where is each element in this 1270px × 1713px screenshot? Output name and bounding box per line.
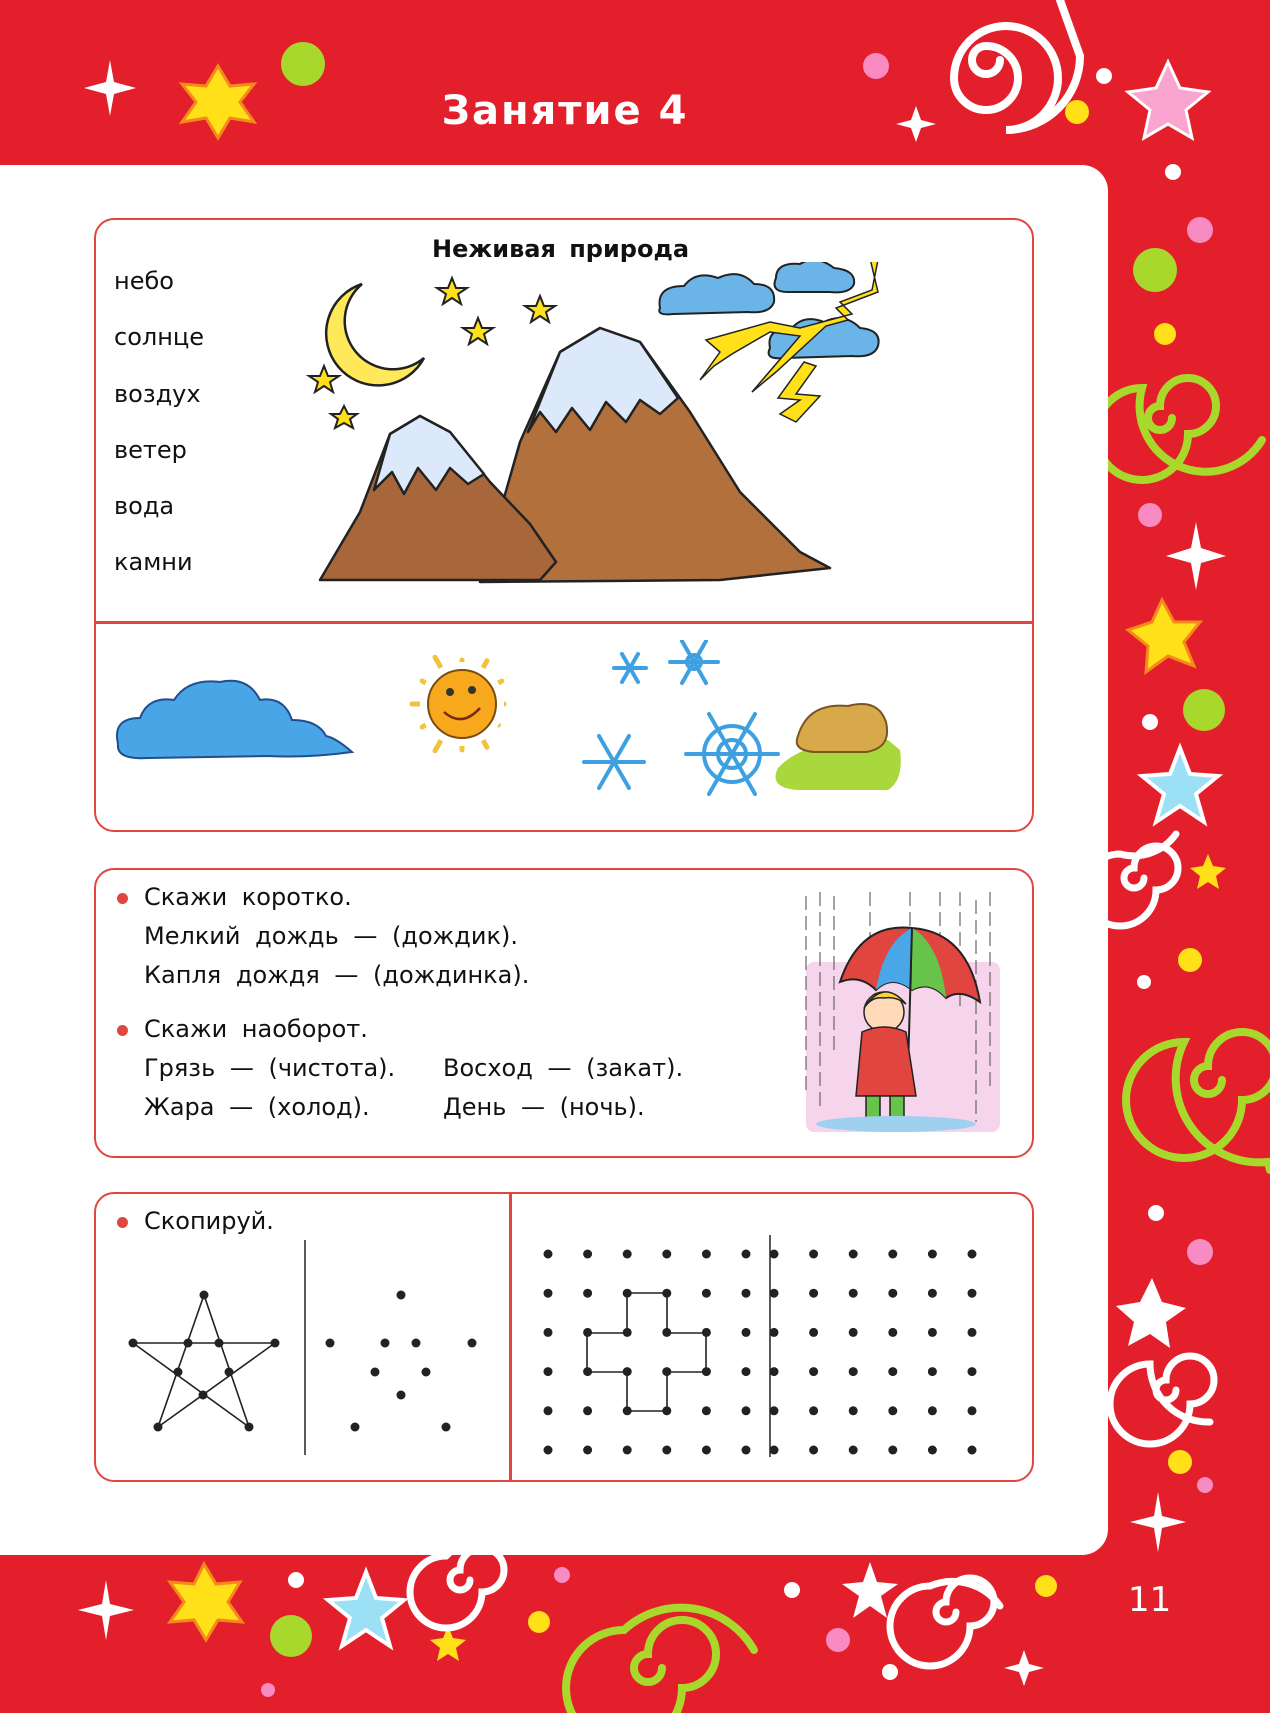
copy-instruction: Скопируй.	[144, 1207, 274, 1235]
grid-dot	[809, 1289, 818, 1298]
grid-dot	[742, 1446, 751, 1455]
dot-icon	[288, 1572, 304, 1588]
dot-icon	[1178, 948, 1202, 972]
sun-icon	[412, 657, 504, 751]
dot-icon	[1137, 975, 1151, 989]
word-air: воздух	[114, 380, 201, 408]
grid-dot	[702, 1446, 711, 1455]
star-icon	[1190, 854, 1226, 889]
spiral-icon	[890, 1578, 1000, 1666]
grid-dot	[968, 1446, 977, 1455]
star-icon	[463, 318, 493, 344]
dot-icon	[1183, 689, 1225, 731]
star-icon	[1004, 1650, 1044, 1686]
dot-icon	[554, 1567, 570, 1583]
task-short-line: Капля дождя — (дождинка).	[144, 961, 530, 989]
grid-dot	[662, 1406, 671, 1415]
dot-icon	[1197, 1477, 1213, 1493]
grid-dot	[583, 1289, 592, 1298]
grid-dot	[662, 1250, 671, 1259]
grid-dot	[888, 1289, 897, 1298]
grid-dot	[702, 1367, 711, 1376]
task-opposite-instruction: Скажи наоборот.	[144, 1015, 368, 1043]
spiral-icon	[1126, 1032, 1270, 1170]
dot-icon	[1035, 1575, 1057, 1597]
task-opposite-line: День — (ночь).	[443, 1093, 645, 1121]
grid-dot	[702, 1406, 711, 1415]
dot-icon	[270, 1615, 312, 1657]
dot-icon	[1187, 1239, 1213, 1265]
grid-dot	[968, 1367, 977, 1376]
grid-dot	[662, 1446, 671, 1455]
word-sun: солнце	[114, 323, 205, 351]
dot-icon	[1133, 248, 1177, 292]
grid-dot	[888, 1406, 897, 1415]
grid-dot	[770, 1328, 779, 1337]
grid-dot	[809, 1328, 818, 1337]
grid-dot	[662, 1367, 671, 1376]
grid-dot	[583, 1250, 592, 1259]
task-short-line: Мелкий дождь — (дождик).	[144, 922, 518, 950]
grid-dot	[809, 1446, 818, 1455]
grid-dot	[623, 1328, 632, 1337]
grid-dot	[583, 1367, 592, 1376]
grid-dot	[849, 1406, 858, 1415]
grid-dot	[770, 1289, 779, 1298]
dot-icon	[882, 1664, 898, 1680]
task-short-instruction: Скажи коротко.	[144, 883, 352, 911]
task-opposite-line: Жара — (холод).	[144, 1093, 370, 1121]
dot-icon	[784, 1582, 800, 1598]
snowflake-icon	[584, 641, 778, 794]
weather-row-illustration	[108, 640, 988, 820]
grid-dot	[662, 1289, 671, 1298]
grid-dot	[742, 1367, 751, 1376]
copy-box-divider	[509, 1193, 512, 1481]
grid-dot	[888, 1328, 897, 1337]
grid-dot	[544, 1328, 553, 1337]
grid-dot	[928, 1367, 937, 1376]
star-icon	[1128, 62, 1208, 138]
grid-dot	[809, 1250, 818, 1259]
grid-dot	[928, 1289, 937, 1298]
word-water: вода	[114, 492, 175, 520]
grid-dot	[544, 1250, 553, 1259]
grid-dot	[849, 1446, 858, 1455]
dot-icon	[1165, 164, 1181, 180]
grid-dot	[623, 1406, 632, 1415]
spiral-icon	[1096, 378, 1262, 480]
grid-dot	[662, 1328, 671, 1337]
star-icon	[437, 278, 467, 304]
grid-dot	[809, 1367, 818, 1376]
star-icon	[525, 296, 555, 322]
dot-icon	[1148, 1205, 1164, 1221]
grid-dot	[702, 1289, 711, 1298]
dot-icon	[528, 1611, 550, 1633]
grid-dot	[742, 1328, 751, 1337]
star-icon	[1128, 600, 1200, 672]
nature-box-divider	[95, 621, 1033, 624]
grid-dot	[888, 1367, 897, 1376]
copy-star-pattern	[120, 1240, 490, 1460]
dot-icon	[1142, 714, 1158, 730]
dot-icon	[1168, 1450, 1192, 1474]
grid-dot	[742, 1250, 751, 1259]
girl-with-umbrella-illustration	[800, 892, 1006, 1140]
star-icon	[1142, 748, 1218, 822]
grid-dot	[809, 1406, 818, 1415]
star-icon	[1130, 1492, 1186, 1552]
star-icon	[78, 1580, 134, 1640]
grid-dot	[849, 1367, 858, 1376]
grid-dot	[928, 1250, 937, 1259]
night-mountains-illustration	[300, 262, 980, 592]
dot-icon	[1154, 323, 1176, 345]
grid-dot	[770, 1367, 779, 1376]
grid-dot	[849, 1289, 858, 1298]
grid-dot	[742, 1406, 751, 1415]
cloud-icon	[117, 681, 352, 758]
grid-dot	[583, 1406, 592, 1415]
grid-dot	[623, 1367, 632, 1376]
word-stones: камни	[114, 548, 193, 576]
stone-icon	[776, 704, 901, 790]
task-opposite-line: Грязь — (чистота).	[144, 1054, 396, 1082]
copy-cross-pattern	[530, 1235, 1010, 1465]
grid-dot	[968, 1250, 977, 1259]
grid-dot	[742, 1289, 751, 1298]
dot-icon	[261, 1683, 275, 1697]
word-wind: ветер	[114, 436, 187, 464]
grid-dot	[544, 1406, 553, 1415]
dot-icon	[1138, 503, 1162, 527]
grid-dot	[544, 1289, 553, 1298]
word-sky: небо	[114, 267, 174, 295]
grid-dot	[968, 1406, 977, 1415]
dot-icon	[1096, 68, 1112, 84]
star-icon	[309, 366, 339, 392]
star-icon	[1166, 522, 1226, 590]
bullet-icon	[117, 1025, 128, 1036]
grid-dot	[968, 1289, 977, 1298]
grid-dot	[623, 1289, 632, 1298]
dot-icon	[863, 53, 889, 79]
dot-icon	[281, 42, 325, 86]
grid-dot	[849, 1328, 858, 1337]
grid-dot	[583, 1446, 592, 1455]
grid-dot	[968, 1328, 977, 1337]
page-number: 11	[1128, 1580, 1172, 1620]
task-opposite-line: Восход — (закат).	[443, 1054, 684, 1082]
grid-dot	[770, 1250, 779, 1259]
grid-dot	[623, 1446, 632, 1455]
grid-dot	[849, 1250, 858, 1259]
grid-dot	[544, 1367, 553, 1376]
spiral-icon	[566, 1608, 754, 1713]
star-icon	[328, 1572, 404, 1646]
star-icon	[170, 1564, 242, 1640]
moon-icon	[326, 284, 424, 385]
spiral-icon	[1110, 1356, 1214, 1444]
grid-dot	[770, 1446, 779, 1455]
grid-dot	[702, 1250, 711, 1259]
bullet-icon	[117, 1217, 128, 1228]
star-icon	[1116, 1278, 1186, 1348]
grid-dot	[888, 1250, 897, 1259]
grid-dot	[888, 1446, 897, 1455]
nature-box-title: Неживая природа	[432, 235, 690, 263]
grid-dot	[623, 1250, 632, 1259]
mountains-icon	[320, 328, 830, 582]
grid-dot	[928, 1406, 937, 1415]
grid-dot	[583, 1328, 592, 1337]
grid-dot	[928, 1328, 937, 1337]
dot-icon	[1187, 217, 1213, 243]
dot-icon	[826, 1628, 850, 1652]
grid-dot	[544, 1446, 553, 1455]
grid-dot	[702, 1328, 711, 1337]
grid-dot	[770, 1406, 779, 1415]
star-icon	[331, 406, 357, 428]
grid-dot	[928, 1446, 937, 1455]
bullet-icon	[117, 893, 128, 904]
page-title: Занятие 4	[441, 88, 689, 134]
